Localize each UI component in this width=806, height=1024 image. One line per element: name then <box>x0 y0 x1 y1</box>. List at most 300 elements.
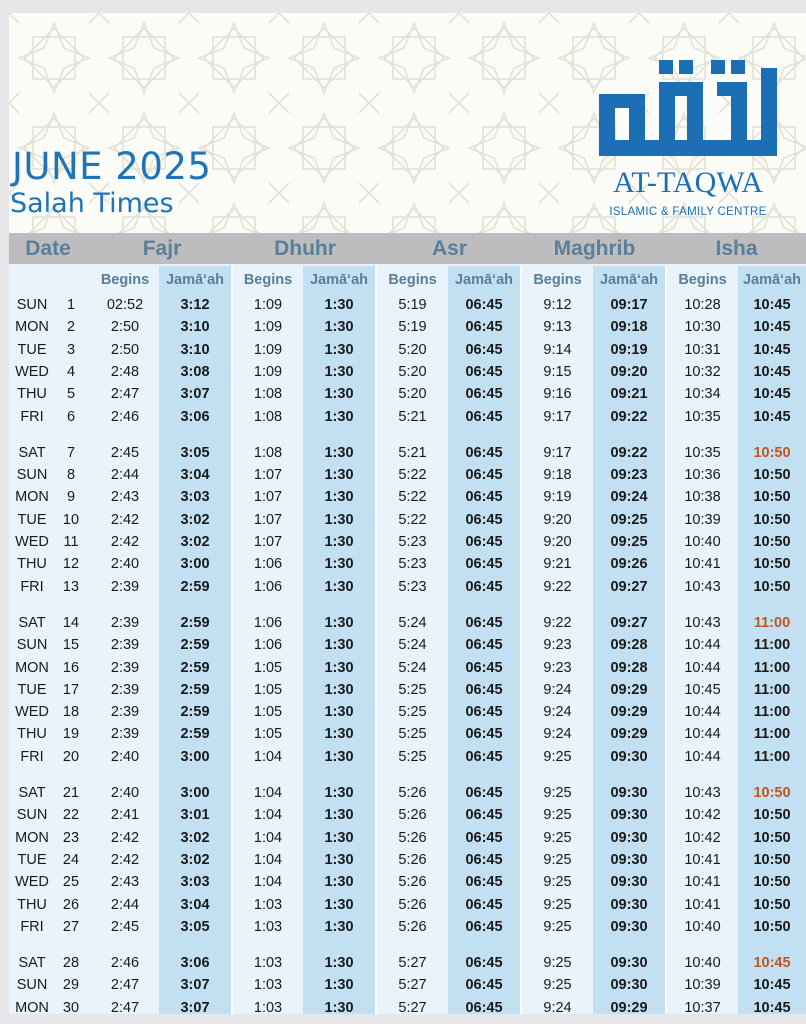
fajr-b-cell: 2:39 <box>110 578 140 595</box>
dhuhr-j-cell: 1:30 <box>324 955 354 972</box>
maghrib-b-cell: 9:15 <box>543 363 572 380</box>
maghrib-b-cell: 9:21 <box>543 556 572 573</box>
dhuhr-j-cell: 1:30 <box>324 408 354 425</box>
maghrib-b-cell: 9:13 <box>543 319 572 336</box>
day-cell: SAT <box>18 614 46 631</box>
table-row <box>9 407 806 429</box>
asr-j-cell: 06:45 <box>465 319 503 336</box>
day-cell: SUN <box>16 977 48 994</box>
fajr-j-cell: 2:59 <box>180 614 210 631</box>
asr-begins-label: Begins <box>388 272 437 288</box>
asr-j-cell: 06:45 <box>465 467 503 484</box>
isha-b-cell: 10:39 <box>684 977 721 994</box>
isha-b-cell: 10:37 <box>684 999 721 1014</box>
asr-j-cell: 06:45 <box>465 408 503 425</box>
dhuhr-j-cell: 1:30 <box>324 829 354 846</box>
dhuhr-b-cell: 1:03 <box>253 918 283 935</box>
logo-subtitle: ISLAMIC & FAMILY CENTRE <box>609 206 767 218</box>
date-cell: 9 <box>66 489 76 506</box>
maghrib-j-cell: 09:30 <box>610 874 648 891</box>
date-cell: 24 <box>62 851 80 868</box>
isha-b-cell: 10:42 <box>684 807 721 824</box>
page-title: JUNE 2025 <box>12 145 212 188</box>
table-row <box>9 465 806 487</box>
day-cell: MON <box>15 319 49 336</box>
header-isha: Isha <box>715 237 758 260</box>
isha-j-cell: 10:45 <box>753 408 791 425</box>
dhuhr-b-cell: 1:08 <box>253 444 283 461</box>
day-cell: SUN <box>16 297 48 313</box>
isha-b-cell: 10:44 <box>684 748 721 765</box>
fajr-j-cell: 3:10 <box>180 341 210 358</box>
maghrib-b-cell: 9:25 <box>543 851 572 868</box>
fajr-j-cell: 3:03 <box>180 874 210 891</box>
dhuhr-j-cell: 1:30 <box>324 556 354 573</box>
isha-j-cell: 11:00 <box>753 704 791 721</box>
asr-b-cell: 5:24 <box>398 614 427 631</box>
column-header-bar <box>9 233 806 264</box>
isha-b-cell: 10:43 <box>684 578 721 595</box>
maghrib-j-cell: 09:22 <box>610 408 648 425</box>
table-row <box>9 680 806 702</box>
at-taqwa-arabic-logo-icon <box>599 60 777 164</box>
page-subtitle: Salah Times <box>10 188 174 219</box>
isha-j-cell: 10:50 <box>753 785 791 801</box>
day-cell: FRI <box>20 408 44 425</box>
maghrib-b-cell: 9:25 <box>543 785 572 801</box>
dhuhr-j-cell: 1:30 <box>324 534 354 550</box>
dhuhr-j-cell: 1:30 <box>324 467 354 484</box>
isha-b-cell: 10:44 <box>684 637 721 654</box>
fajr-j-cell: 3:02 <box>180 851 210 868</box>
isha-b-cell: 10:41 <box>684 874 721 891</box>
asr-b-cell: 5:25 <box>398 704 427 721</box>
dhuhr-j-cell: 1:30 <box>324 363 354 380</box>
table-row <box>9 295 806 317</box>
dhuhr-b-cell: 1:05 <box>253 704 283 721</box>
date-cell: 23 <box>62 829 80 846</box>
maghrib-b-cell: 9:14 <box>543 341 572 358</box>
fajr-j-cell: 3:01 <box>180 807 210 824</box>
dhuhr-jamaah-label: Jamā‘ah <box>309 272 369 288</box>
asr-b-cell: 5:23 <box>398 578 427 595</box>
date-cell: 3 <box>66 341 76 358</box>
maghrib-j-cell: 09:30 <box>610 896 648 913</box>
maghrib-j-cell: 09:29 <box>610 726 648 743</box>
header-fajr: Fajr <box>142 237 182 260</box>
asr-j-cell: 06:45 <box>465 807 503 824</box>
dhuhr-j-cell: 1:30 <box>324 511 354 528</box>
maghrib-b-cell: 9:16 <box>543 386 572 403</box>
isha-j-cell: 11:00 <box>753 637 791 654</box>
maghrib-b-cell: 9:25 <box>543 748 572 765</box>
asr-j-cell: 06:45 <box>465 851 503 868</box>
isha-b-cell: 10:39 <box>684 511 721 528</box>
dhuhr-b-cell: 1:03 <box>253 977 283 994</box>
dhuhr-b-cell: 1:04 <box>253 851 283 868</box>
maghrib-j-cell: 09:30 <box>610 977 648 994</box>
dhuhr-b-cell: 1:05 <box>253 726 283 743</box>
isha-b-cell: 10:31 <box>684 341 721 358</box>
maghrib-b-cell: 9:25 <box>543 874 572 891</box>
fajr-b-cell: 2:44 <box>110 896 140 913</box>
dhuhr-j-cell: 1:30 <box>324 785 354 801</box>
day-cell: TUE <box>17 341 47 358</box>
dhuhr-j-cell: 1:30 <box>324 489 354 506</box>
maghrib-j-cell: 09:27 <box>610 578 648 595</box>
date-cell: 14 <box>62 614 80 631</box>
dhuhr-b-cell: 1:07 <box>253 467 283 484</box>
table-row <box>9 702 806 724</box>
fajr-b-cell: 02:52 <box>106 297 144 313</box>
maghrib-j-cell: 09:28 <box>610 659 648 676</box>
isha-j-cell: 10:50 <box>753 918 791 935</box>
table-row <box>9 635 806 657</box>
maghrib-b-cell: 9:17 <box>543 444 572 461</box>
isha-j-cell: 10:50 <box>753 444 791 461</box>
dhuhr-b-cell: 1:06 <box>253 614 283 631</box>
isha-b-cell: 10:38 <box>684 489 721 506</box>
maghrib-b-cell: 9:20 <box>543 534 572 550</box>
dhuhr-j-cell: 1:30 <box>324 704 354 721</box>
table-row <box>9 340 806 362</box>
maghrib-j-cell: 09:19 <box>610 341 648 358</box>
date-cell: 19 <box>62 726 80 743</box>
asr-b-cell: 5:25 <box>398 748 427 765</box>
maghrib-b-cell: 9:20 <box>543 511 572 528</box>
isha-j-cell: 10:50 <box>753 511 791 528</box>
asr-j-cell: 06:45 <box>465 386 503 403</box>
table-row <box>9 658 806 680</box>
day-cell: TUE <box>17 681 47 698</box>
asr-j-cell: 06:45 <box>465 444 503 461</box>
table-row <box>9 783 806 805</box>
isha-j-cell: 10:45 <box>753 363 791 380</box>
asr-j-cell: 06:45 <box>465 578 503 595</box>
date-cell: 4 <box>66 363 76 380</box>
day-cell: SUN <box>16 467 48 484</box>
asr-jamaah-label: Jamā‘ah <box>454 272 514 288</box>
asr-b-cell: 5:23 <box>398 556 427 573</box>
fajr-b-cell: 2:40 <box>110 785 140 801</box>
fajr-j-cell: 3:12 <box>180 297 210 313</box>
fajr-j-cell: 3:04 <box>180 467 210 484</box>
maghrib-j-cell: 09:30 <box>610 785 648 801</box>
day-cell: TUE <box>17 511 47 528</box>
day-cell: FRI <box>20 748 44 765</box>
fajr-b-cell: 2:39 <box>110 681 140 698</box>
dhuhr-b-cell: 1:07 <box>253 534 283 550</box>
asr-j-cell: 06:45 <box>465 874 503 891</box>
dhuhr-j-cell: 1:30 <box>324 874 354 891</box>
date-cell: 29 <box>62 977 80 994</box>
asr-b-cell: 5:21 <box>398 444 427 461</box>
date-cell: 18 <box>62 704 80 721</box>
maghrib-b-cell: 9:22 <box>543 614 572 631</box>
fajr-j-cell: 3:00 <box>180 748 210 765</box>
date-cell: 5 <box>66 386 76 403</box>
fajr-j-cell: 2:59 <box>180 659 210 676</box>
isha-j-cell: 10:50 <box>753 896 791 913</box>
isha-j-cell: 10:45 <box>753 341 791 358</box>
date-cell: 30 <box>62 999 80 1014</box>
header-dhuhr: Dhuhr <box>274 237 336 260</box>
table-row <box>9 577 806 599</box>
isha-b-cell: 10:32 <box>684 363 721 380</box>
asr-j-cell: 06:45 <box>465 829 503 846</box>
dhuhr-b-cell: 1:06 <box>253 637 283 654</box>
date-cell: 2 <box>66 319 76 336</box>
dhuhr-b-cell: 1:05 <box>253 681 283 698</box>
header-date: Date <box>25 237 71 260</box>
isha-b-cell: 10:36 <box>684 467 721 484</box>
isha-b-cell: 10:44 <box>684 726 721 743</box>
isha-j-cell: 11:00 <box>753 659 791 676</box>
asr-b-cell: 5:27 <box>398 955 427 972</box>
table-row <box>9 554 806 576</box>
fajr-b-cell: 2:42 <box>110 534 140 550</box>
isha-b-cell: 10:28 <box>684 297 721 313</box>
dhuhr-b-cell: 1:05 <box>253 659 283 676</box>
isha-jamaah-label: Jamā‘ah <box>742 272 802 288</box>
table-row <box>9 895 806 917</box>
maghrib-j-cell: 09:29 <box>610 704 648 721</box>
maghrib-b-cell: 9:17 <box>543 408 572 425</box>
maghrib-b-cell: 9:25 <box>543 977 572 994</box>
dhuhr-j-cell: 1:30 <box>324 807 354 824</box>
isha-b-cell: 10:30 <box>684 319 721 336</box>
fajr-j-cell: 3:02 <box>180 534 210 550</box>
isha-b-cell: 10:43 <box>684 785 721 801</box>
asr-j-cell: 06:45 <box>465 614 503 631</box>
fajr-b-cell: 2:41 <box>110 807 140 824</box>
asr-j-cell: 06:45 <box>465 955 503 972</box>
date-cell: 8 <box>66 467 76 484</box>
isha-j-cell: 10:45 <box>753 297 791 313</box>
asr-b-cell: 5:26 <box>398 874 427 891</box>
dhuhr-b-cell: 1:04 <box>253 785 283 801</box>
isha-j-cell: 10:50 <box>753 467 791 484</box>
fajr-j-cell: 3:04 <box>180 896 210 913</box>
table-row <box>9 747 806 769</box>
maghrib-jamaah-label: Jamā‘ah <box>599 272 659 288</box>
fajr-b-cell: 2:39 <box>110 726 140 743</box>
maghrib-b-cell: 9:24 <box>543 726 572 743</box>
isha-j-cell: 10:50 <box>753 489 791 506</box>
maghrib-b-cell: 9:25 <box>543 955 572 972</box>
asr-j-cell: 06:45 <box>465 511 503 528</box>
logo-name: AT-TAQWA <box>613 166 763 199</box>
fajr-b-cell: 2:43 <box>110 874 140 891</box>
isha-j-cell: 10:50 <box>753 851 791 868</box>
day-cell: THU <box>17 556 47 573</box>
dhuhr-j-cell: 1:30 <box>324 341 354 358</box>
day-cell: FRI <box>20 918 44 935</box>
asr-j-cell: 06:45 <box>465 726 503 743</box>
table-row <box>9 384 806 406</box>
dhuhr-b-cell: 1:07 <box>253 489 283 506</box>
date-cell: 13 <box>62 578 80 595</box>
fajr-b-cell: 2:48 <box>110 363 140 380</box>
isha-b-cell: 10:44 <box>684 704 721 721</box>
dhuhr-j-cell: 1:30 <box>324 659 354 676</box>
day-cell: WED <box>15 363 49 380</box>
fajr-j-cell: 3:02 <box>180 511 210 528</box>
date-cell: 7 <box>66 444 76 461</box>
asr-b-cell: 5:22 <box>398 511 427 528</box>
fajr-j-cell: 3:05 <box>180 918 210 935</box>
isha-j-cell: 10:50 <box>753 578 791 595</box>
fajr-j-cell: 2:59 <box>180 637 210 654</box>
asr-j-cell: 06:45 <box>465 363 503 380</box>
fajr-b-cell: 2:46 <box>110 955 140 972</box>
dhuhr-j-cell: 1:30 <box>324 614 354 631</box>
maghrib-b-cell: 9:23 <box>543 637 572 654</box>
asr-j-cell: 06:45 <box>465 896 503 913</box>
dhuhr-j-cell: 1:30 <box>324 726 354 743</box>
maghrib-j-cell: 09:29 <box>610 999 648 1014</box>
maghrib-b-cell: 9:22 <box>543 578 572 595</box>
maghrib-j-cell: 09:25 <box>610 511 648 528</box>
fajr-b-cell: 2:47 <box>110 386 140 403</box>
fajr-jamaah-label: Jamā‘ah <box>165 272 225 288</box>
asr-j-cell: 06:45 <box>465 785 503 801</box>
table-row <box>9 998 806 1014</box>
asr-b-cell: 5:26 <box>398 829 427 846</box>
dhuhr-j-cell: 1:30 <box>324 918 354 935</box>
table-row <box>9 613 806 635</box>
dhuhr-j-cell: 1:30 <box>324 999 354 1014</box>
date-cell: 12 <box>62 556 80 573</box>
dhuhr-j-cell: 1:30 <box>324 851 354 868</box>
isha-b-cell: 10:42 <box>684 829 721 846</box>
fajr-b-cell: 2:50 <box>110 319 140 336</box>
fajr-b-cell: 2:40 <box>110 556 140 573</box>
maghrib-b-cell: 9:24 <box>543 681 572 698</box>
day-cell: WED <box>15 874 49 891</box>
dhuhr-b-cell: 1:08 <box>253 408 283 425</box>
table-row <box>9 872 806 894</box>
asr-b-cell: 5:20 <box>398 386 427 403</box>
maghrib-j-cell: 09:28 <box>610 637 648 654</box>
fajr-j-cell: 3:00 <box>180 785 210 801</box>
isha-b-cell: 10:40 <box>684 534 721 550</box>
date-cell: 26 <box>62 896 80 913</box>
maghrib-j-cell: 09:23 <box>610 467 648 484</box>
maghrib-j-cell: 09:30 <box>610 851 648 868</box>
asr-j-cell: 06:45 <box>465 637 503 654</box>
maghrib-b-cell: 9:24 <box>543 704 572 721</box>
timetable-page <box>9 13 806 1014</box>
table-row <box>9 850 806 872</box>
maghrib-begins-label: Begins <box>533 272 582 288</box>
date-cell: 27 <box>62 918 80 935</box>
dhuhr-j-cell: 1:30 <box>324 319 354 336</box>
isha-b-cell: 10:45 <box>684 681 721 698</box>
asr-b-cell: 5:27 <box>398 999 427 1014</box>
fajr-b-cell: 2:44 <box>110 467 140 484</box>
fajr-j-cell: 3:08 <box>180 363 210 380</box>
asr-b-cell: 5:19 <box>398 297 427 313</box>
maghrib-j-cell: 09:27 <box>610 614 648 631</box>
dhuhr-b-cell: 1:04 <box>253 748 283 765</box>
day-cell: SUN <box>16 807 48 824</box>
fajr-b-cell: 2:50 <box>110 341 140 358</box>
date-cell: 16 <box>62 659 80 676</box>
dhuhr-b-cell: 1:09 <box>253 297 283 313</box>
fajr-j-cell: 3:02 <box>180 829 210 846</box>
salah-times-table <box>9 233 806 1014</box>
dhuhr-b-cell: 1:03 <box>253 896 283 913</box>
fajr-j-cell: 2:59 <box>180 704 210 721</box>
asr-j-cell: 06:45 <box>465 704 503 721</box>
isha-b-cell: 10:40 <box>684 918 721 935</box>
maghrib-j-cell: 09:30 <box>610 807 648 824</box>
isha-b-cell: 10:34 <box>684 386 721 403</box>
dhuhr-b-cell: 1:03 <box>253 999 283 1014</box>
asr-b-cell: 5:19 <box>398 319 427 336</box>
isha-j-cell: 10:50 <box>753 534 791 550</box>
maghrib-j-cell: 09:18 <box>610 319 648 336</box>
fajr-j-cell: 3:03 <box>180 489 210 506</box>
dhuhr-j-cell: 1:30 <box>324 297 354 313</box>
dhuhr-j-cell: 1:30 <box>324 977 354 994</box>
asr-j-cell: 06:45 <box>465 341 503 358</box>
date-cell: 6 <box>66 408 76 425</box>
isha-j-cell: 11:00 <box>753 681 791 698</box>
isha-j-cell: 11:00 <box>753 748 791 765</box>
date-cell: 1 <box>66 297 76 313</box>
maghrib-j-cell: 09:30 <box>610 955 648 972</box>
asr-j-cell: 06:45 <box>465 918 503 935</box>
isha-j-cell: 10:50 <box>753 829 791 846</box>
table-row <box>9 362 806 384</box>
table-row <box>9 443 806 465</box>
maghrib-j-cell: 09:17 <box>610 297 648 313</box>
isha-j-cell: 10:50 <box>753 556 791 573</box>
day-cell: SAT <box>18 444 46 461</box>
dhuhr-b-cell: 1:06 <box>253 578 283 595</box>
date-cell: 25 <box>62 874 80 891</box>
maghrib-b-cell: 9:25 <box>543 918 572 935</box>
dhuhr-begins-label: Begins <box>243 272 293 288</box>
fajr-b-cell: 2:45 <box>110 918 140 935</box>
asr-j-cell: 06:45 <box>465 534 503 550</box>
isha-j-cell: 11:00 <box>753 726 791 743</box>
fajr-begins-label: Begins <box>100 272 150 288</box>
table-row <box>9 724 806 746</box>
table-row <box>9 805 806 827</box>
day-cell: TUE <box>17 851 47 868</box>
maghrib-j-cell: 09:26 <box>610 556 648 573</box>
asr-b-cell: 5:27 <box>398 977 427 994</box>
maghrib-b-cell: 9:25 <box>543 896 572 913</box>
maghrib-j-cell: 09:22 <box>610 444 648 461</box>
isha-j-cell: 10:45 <box>753 977 791 994</box>
date-cell: 10 <box>62 511 80 528</box>
asr-j-cell: 06:45 <box>465 748 503 765</box>
date-cell: 11 <box>63 534 79 550</box>
dhuhr-b-cell: 1:07 <box>253 511 283 528</box>
asr-j-cell: 06:45 <box>465 659 503 676</box>
date-cell: 15 <box>62 637 80 654</box>
fajr-b-cell: 2:39 <box>110 659 140 676</box>
dhuhr-b-cell: 1:09 <box>253 341 283 358</box>
fajr-b-cell: 2:42 <box>110 851 140 868</box>
fajr-j-cell: 3:06 <box>180 408 210 425</box>
isha-b-cell: 10:35 <box>684 444 721 461</box>
isha-j-cell: 10:45 <box>753 955 791 972</box>
